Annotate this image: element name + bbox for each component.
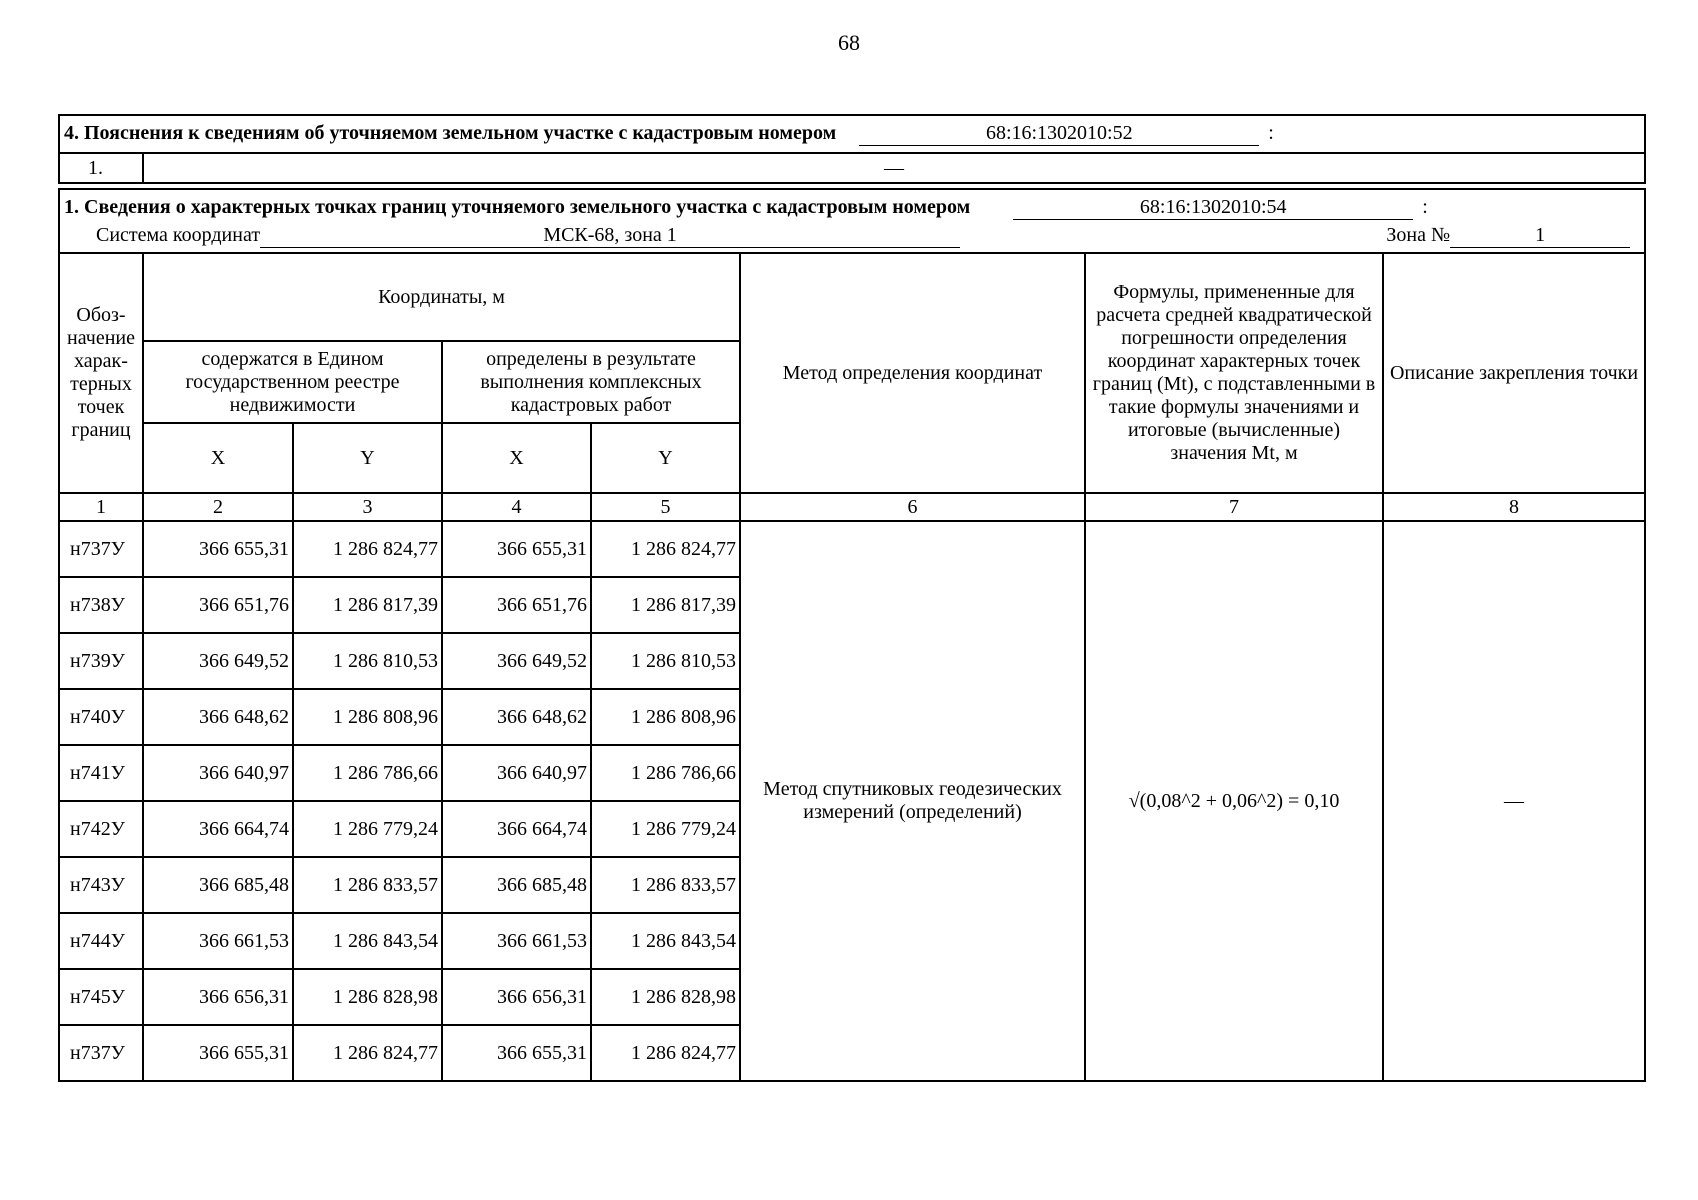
header-y1: Y xyxy=(293,423,442,493)
header-description: Описание закрепления точки xyxy=(1383,253,1645,493)
column-number: 3 xyxy=(293,493,442,521)
column-numbers-row xyxy=(59,493,1645,521)
kkr-y: 1 286 808,96 xyxy=(591,689,740,745)
egrn-y: 1 286 808,96 xyxy=(293,689,442,745)
kkr-x: 366 640,97 xyxy=(442,745,591,801)
point-name: н737У xyxy=(59,521,143,577)
egrn-x: 366 656,31 xyxy=(143,969,293,1025)
kkr-y: 1 286 824,77 xyxy=(591,521,740,577)
header-kkr: определены в результате выполнения комплексных кадастровых работ xyxy=(442,341,740,423)
column-number: 2 xyxy=(143,493,293,521)
egrn-x: 366 685,48 xyxy=(143,857,293,913)
egrn-x: 366 649,52 xyxy=(143,633,293,689)
point-name: н744У xyxy=(59,913,143,969)
description-value: — xyxy=(1383,521,1645,1081)
column-number: 6 xyxy=(740,493,1085,521)
egrn-y: 1 286 786,66 xyxy=(293,745,442,801)
table-row xyxy=(59,521,1645,577)
coord-system-label: Система координат xyxy=(96,224,261,246)
egrn-x: 366 640,97 xyxy=(143,745,293,801)
section1-header xyxy=(59,189,1645,253)
point-name: н741У xyxy=(59,745,143,801)
section4-cadastral-number: 68:16:1302010:52 xyxy=(859,122,1259,146)
column-number: 8 xyxy=(1383,493,1645,521)
kkr-x: 366 649,52 xyxy=(442,633,591,689)
method-value: Метод спутниковых геодезических измерений (определений) xyxy=(740,521,1085,1081)
cadastral-sheet xyxy=(58,114,1644,1082)
zone-label: Зона № xyxy=(1386,224,1451,246)
point-name: н738У xyxy=(59,577,143,633)
kkr-x: 366 655,31 xyxy=(442,521,591,577)
egrn-y: 1 286 843,54 xyxy=(293,913,442,969)
main-table xyxy=(58,114,1646,1082)
kkr-x: 366 651,76 xyxy=(442,577,591,633)
kkr-y: 1 286 828,98 xyxy=(591,969,740,1025)
egrn-y: 1 286 824,77 xyxy=(293,1025,442,1081)
kkr-x: 366 661,53 xyxy=(442,913,591,969)
egrn-y: 1 286 824,77 xyxy=(293,521,442,577)
section4-row-value: — xyxy=(143,153,1645,183)
section4-title: 4. Пояснения к сведениям об уточняемом земельном участке с кадастровым номером xyxy=(64,122,837,144)
section4-row xyxy=(59,153,1645,183)
column-number: 7 xyxy=(1085,493,1383,521)
kkr-y: 1 286 810,53 xyxy=(591,633,740,689)
egrn-x: 366 655,31 xyxy=(143,521,293,577)
kkr-y: 1 286 833,57 xyxy=(591,857,740,913)
kkr-x: 366 664,74 xyxy=(442,801,591,857)
section4-header-row xyxy=(59,115,1645,153)
column-number: 5 xyxy=(591,493,740,521)
egrn-x: 366 655,31 xyxy=(143,1025,293,1081)
section1-title: 1. Сведения о характерных точках границ уточняемого земельного участка с кадастровым номером xyxy=(64,196,971,218)
header-row-1 xyxy=(59,253,1645,341)
column-number: 1 xyxy=(59,493,143,521)
point-name: н743У xyxy=(59,857,143,913)
header-x1: X xyxy=(143,423,293,493)
kkr-y: 1 286 817,39 xyxy=(591,577,740,633)
point-name: н740У xyxy=(59,689,143,745)
point-name: н739У xyxy=(59,633,143,689)
section4-header xyxy=(59,115,1645,153)
header-x2: X xyxy=(442,423,591,493)
header-point-designation: Обоз-начение харак-терных точек границ xyxy=(59,253,143,493)
coord-system-value: МСК-68, зона 1 xyxy=(260,224,960,248)
egrn-y: 1 286 779,24 xyxy=(293,801,442,857)
kkr-y: 1 286 843,54 xyxy=(591,913,740,969)
kkr-x: 366 685,48 xyxy=(442,857,591,913)
formula-value: √(0,08^2 + 0,06^2) = 0,10 xyxy=(1085,521,1383,1081)
zone-value: 1 xyxy=(1450,224,1630,248)
section1-cadastral-number: 68:16:1302010:54 xyxy=(1013,196,1413,220)
egrn-y: 1 286 828,98 xyxy=(293,969,442,1025)
kkr-y: 1 286 824,77 xyxy=(591,1025,740,1081)
section1-header-row xyxy=(59,189,1645,253)
egrn-y: 1 286 833,57 xyxy=(293,857,442,913)
header-coordinates: Координаты, м xyxy=(143,253,740,341)
section4-colon: : xyxy=(1268,122,1274,144)
kkr-y: 1 286 779,24 xyxy=(591,801,740,857)
column-number: 4 xyxy=(442,493,591,521)
kkr-x: 366 655,31 xyxy=(442,1025,591,1081)
point-name: н742У xyxy=(59,801,143,857)
section1-colon: : xyxy=(1422,196,1428,218)
header-formulas: Формулы, примененные для расчета средней квадратической погрешности определения координат характерных точек границ (Mt), с подставленными в такие формулы значениями и итоговые (вычисленные) значения Mt, м xyxy=(1085,253,1383,493)
kkr-y: 1 286 786,66 xyxy=(591,745,740,801)
egrn-x: 366 651,76 xyxy=(143,577,293,633)
point-name: н737У xyxy=(59,1025,143,1081)
kkr-x: 366 648,62 xyxy=(442,689,591,745)
page-number: 68 xyxy=(838,30,860,55)
egrn-x: 366 661,53 xyxy=(143,913,293,969)
header-method: Метод определения координат xyxy=(740,253,1085,493)
egrn-y: 1 286 817,39 xyxy=(293,577,442,633)
kkr-x: 366 656,31 xyxy=(442,969,591,1025)
section4-row-number: 1. xyxy=(59,153,143,183)
header-egrn: содержатся в Едином государственном реестре недвижимости xyxy=(143,341,442,423)
point-name: н745У xyxy=(59,969,143,1025)
egrn-x: 366 648,62 xyxy=(143,689,293,745)
egrn-x: 366 664,74 xyxy=(143,801,293,857)
header-y2: Y xyxy=(591,423,740,493)
egrn-y: 1 286 810,53 xyxy=(293,633,442,689)
